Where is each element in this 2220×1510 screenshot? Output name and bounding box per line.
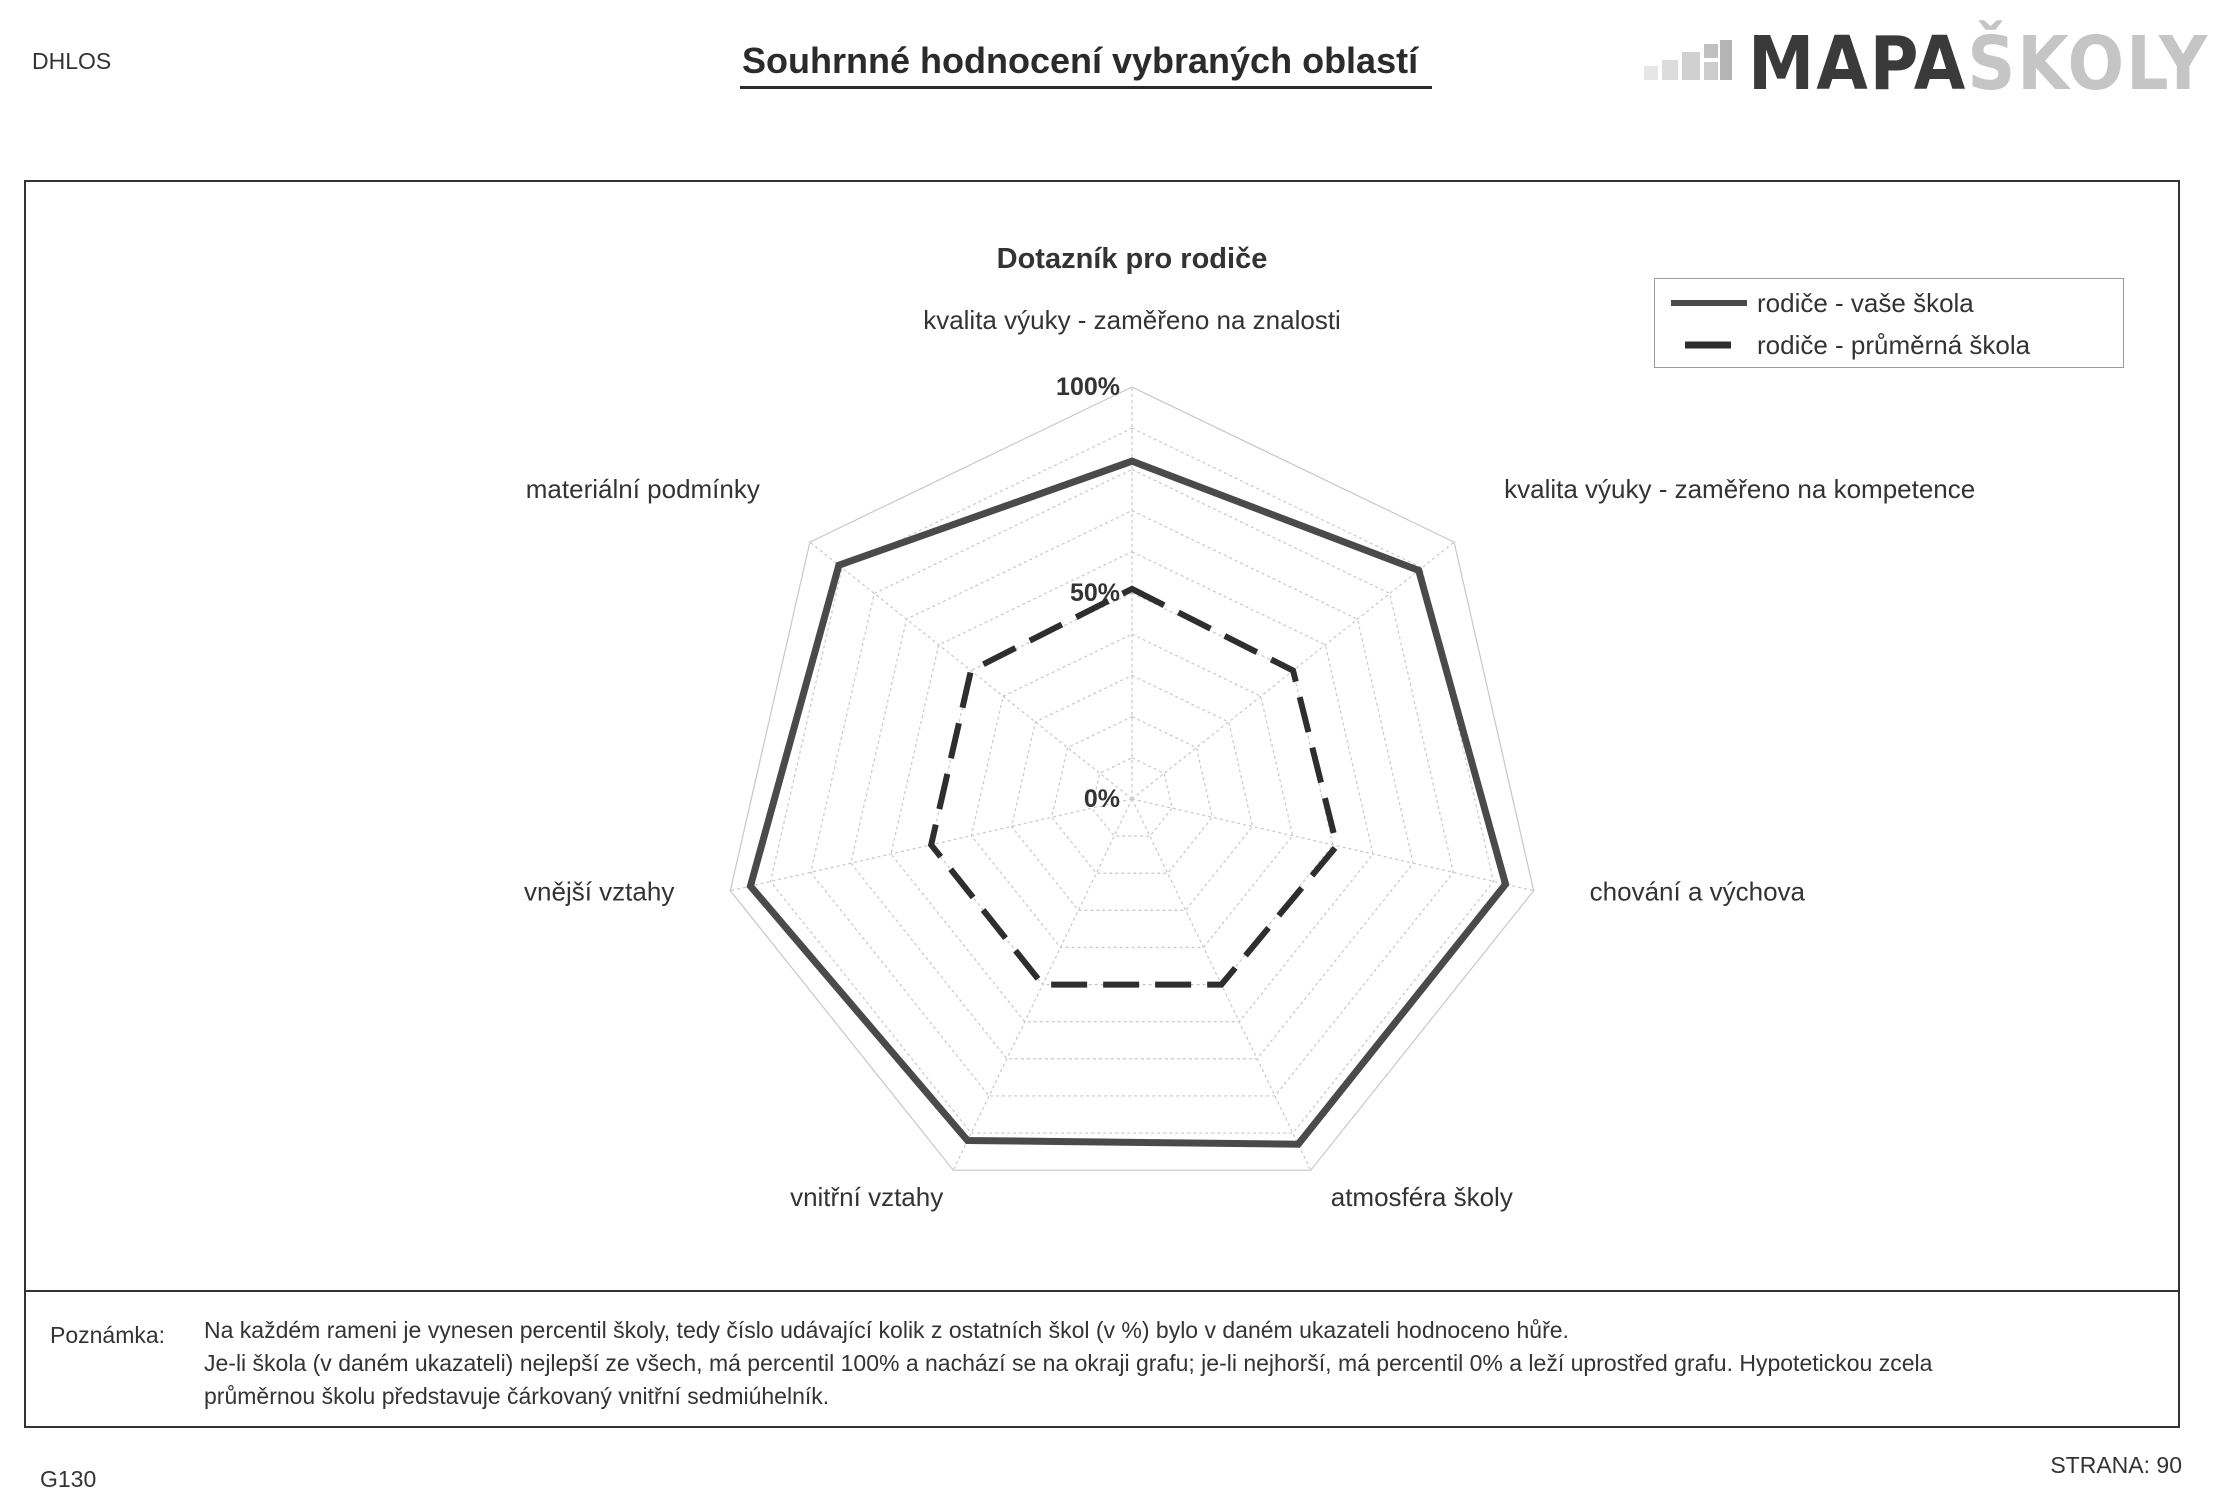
series-line-your-school [750, 461, 1505, 1144]
grid-ring [1052, 717, 1213, 874]
ring-label: 50% [1069, 579, 1120, 607]
report-code: DHLOS [32, 48, 112, 74]
mapa-skoly-logo [1640, 21, 2210, 107]
dashed-line-icon [1669, 335, 1749, 355]
category-label: atmosféra školy [1330, 1182, 1513, 1213]
grid-ring [931, 593, 1333, 985]
category-label: vnitřní vztahy [790, 1182, 944, 1213]
note-separator [26, 1290, 2178, 1292]
axis-spoke [1132, 799, 1534, 891]
note-line: průměrnou školu představuje čárkovaný vnitřní sedmiúhelník. [204, 1383, 830, 1409]
category-label: chování a výchova [1589, 876, 1806, 907]
note-text [204, 1314, 2144, 1413]
ring-label: 100% [1056, 373, 1120, 401]
legend-item-average-school [1669, 325, 2030, 365]
category-label: kvalita výuky - zaměřeno na kompetence [1504, 474, 1976, 505]
chart-title: Dotazník pro rodiče [996, 243, 1268, 275]
form-code: G130 [40, 1466, 97, 1492]
ring-label: 0% [1083, 785, 1120, 813]
page-title: Souhrnné hodnocení vybraných oblastí [740, 40, 1432, 89]
legend-label: rodiče - vaše škola [1757, 287, 1974, 318]
chart-legend [1654, 278, 2124, 368]
series-line-average-school [931, 589, 1337, 985]
category-label: materiální podmínky [525, 474, 760, 505]
category-label: vnější vztahy [524, 876, 675, 907]
note-line: Je-li škola (v daném ukazateli) nejlepší ze všech, má percentil 100% a nachází se na okraji grafu; je-li nejhorší, má percentil 0% a leží uprostřed grafu. Hypotetickou zcela [204, 1350, 1933, 1376]
note-label: Poznámka: [50, 1322, 166, 1348]
logo-text-primary: MAPA [1748, 21, 1968, 107]
note-line: Na každém rameni je vynesen percentil školy, tedy číslo udávající kolik z ostatních škol (v %) bylo v daném ukazateli hodnoceno hůře. [204, 1317, 1569, 1343]
logo-dots-icon [1640, 36, 1736, 88]
legend-label: rodiče - průměrná škola [1757, 329, 2031, 360]
category-label: kvalita výuky - zaměřeno na znalosti [923, 305, 1341, 335]
report-frame [24, 180, 2180, 1428]
solid-line-icon [1669, 293, 1749, 313]
logo-text-secondary: ŠKOLY [1967, 21, 2210, 107]
page-number: STRANA: 90 [2050, 1452, 2182, 1478]
legend-item-your-school [1669, 283, 1974, 323]
